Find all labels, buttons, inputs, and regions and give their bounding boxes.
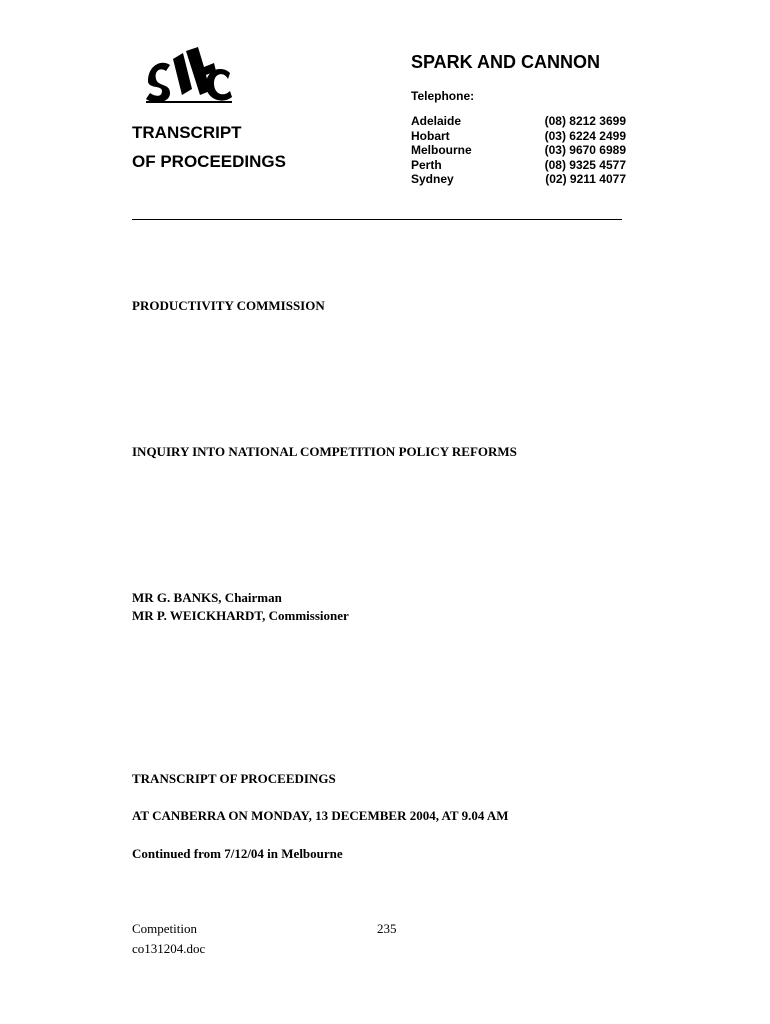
document-title-line-2: OF PROCEEDINGS: [132, 152, 286, 171]
page-number: 235: [377, 921, 397, 936]
hearing-location-date: AT CANBERRA ON MONDAY, 13 DECEMBER 2004, AT 9.04 AM: [132, 808, 509, 823]
office-row: [411, 143, 626, 158]
office-city: Adelaide: [411, 114, 462, 128]
inquiry-heading: INQUIRY INTO NATIONAL COMPETITION POLICY REFORMS: [132, 444, 517, 459]
footer-inquiry-name: Competition: [132, 921, 197, 936]
participant-commissioner: MR P. WEICKHARDT, Commissioner: [132, 608, 349, 623]
company-name: SPARK AND CANNON: [411, 52, 600, 72]
office-row: [411, 114, 626, 129]
participant-chairman: MR G. BANKS, Chairman: [132, 590, 282, 605]
office-phone: (03) 6224 2499: [544, 128, 626, 143]
office-phone: (08) 8212 3699: [544, 114, 626, 128]
office-row: [411, 158, 626, 173]
office-city: Hobart: [411, 128, 450, 143]
office-row: [411, 172, 626, 187]
office-city: Melbourne: [411, 143, 472, 158]
header-divider: [132, 219, 622, 220]
office-city: Perth: [411, 157, 442, 172]
organisation-heading: PRODUCTIVITY COMMISSION: [132, 298, 325, 313]
company-logo: [140, 45, 232, 107]
office-phone: (08) 9325 4577: [544, 157, 626, 172]
proceedings-heading: TRANSCRIPT OF PROCEEDINGS: [132, 771, 336, 786]
office-phone: (03) 9670 6989: [544, 143, 626, 158]
office-row: [411, 129, 626, 144]
office-phone: (02) 9211 4077: [545, 172, 626, 187]
continuation-note: Continued from 7/12/04 in Melbourne: [132, 846, 343, 861]
document-title-line-1: TRANSCRIPT: [132, 123, 242, 142]
telephone-label: Telephone:: [411, 89, 475, 103]
office-phone-list: [411, 114, 626, 187]
office-city: Sydney: [411, 172, 454, 187]
footer-file-name: co131204.doc: [132, 941, 206, 956]
